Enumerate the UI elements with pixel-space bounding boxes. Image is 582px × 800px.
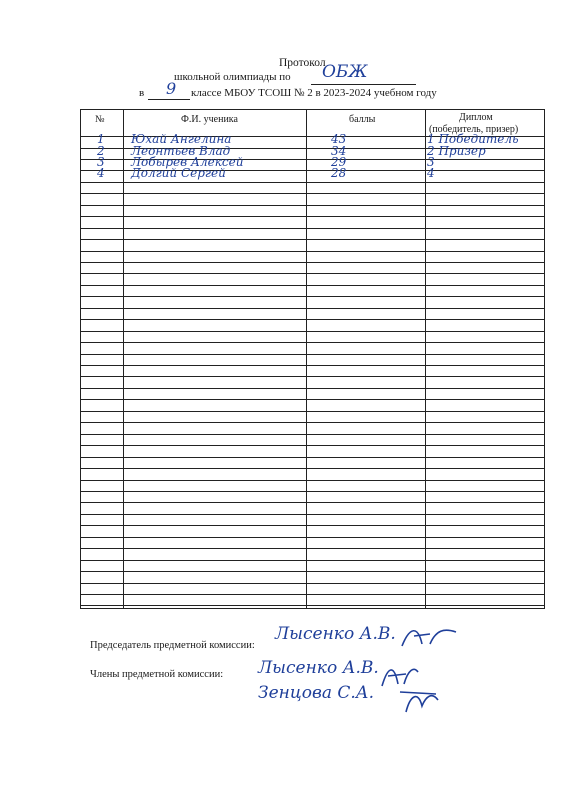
- row-num: 3: [97, 154, 105, 169]
- row-score: 34: [331, 143, 347, 158]
- results-table: [80, 109, 545, 609]
- table-row: [81, 166, 544, 181]
- row-score: 43: [331, 132, 347, 146]
- class-underline: [148, 99, 190, 100]
- header-diploma: Диплом: [459, 112, 493, 123]
- subject-underline: [311, 84, 416, 85]
- row-name: Леонтьев Влад: [131, 143, 231, 158]
- row-diploma: 3: [427, 154, 435, 169]
- header-num: №: [95, 114, 105, 125]
- header-diploma-note: (победитель, призер): [429, 124, 519, 135]
- row-score: 28: [331, 166, 347, 181]
- subject-handwritten: ОБЖ: [322, 62, 368, 82]
- row-num: 2: [97, 143, 105, 158]
- class-suffix: классе МБОУ ТСОШ № 2 в 2023-2024 учебном году: [191, 87, 437, 99]
- chair-signature-scribble: [400, 622, 460, 652]
- chair-label: Председатель предметной комиссии:: [90, 640, 255, 651]
- class-handwritten: 9: [166, 79, 177, 98]
- header-name: Ф.И. ученика: [181, 114, 238, 125]
- member2-signature-scribble: [396, 686, 440, 716]
- header-score: баллы: [349, 114, 376, 125]
- member1-signature: Лысенко А.В.: [258, 658, 379, 678]
- row-name: Долгий Сергей: [131, 166, 226, 181]
- row-name: Лобырев Алексей: [131, 154, 244, 169]
- row-diploma: 1 Победитель: [427, 132, 519, 146]
- members-label: Члены предметной комиссии:: [90, 669, 224, 680]
- row-diploma: 2 Призер: [427, 143, 486, 158]
- row-num: 4: [97, 166, 105, 181]
- row-score: 29: [331, 154, 347, 169]
- class-prefix: в: [139, 87, 145, 99]
- olympiad-subtitle: школьной олимпиады по: [174, 71, 291, 83]
- member2-signature: Зенцова С.А.: [258, 683, 375, 703]
- row-name: Юхай Ангелина: [131, 132, 232, 146]
- row-num: 1: [97, 132, 105, 146]
- chair-signature: Лысенко А.В.: [275, 624, 396, 644]
- protocol-title: Протокол: [279, 57, 326, 69]
- row-diploma: 4: [427, 166, 435, 181]
